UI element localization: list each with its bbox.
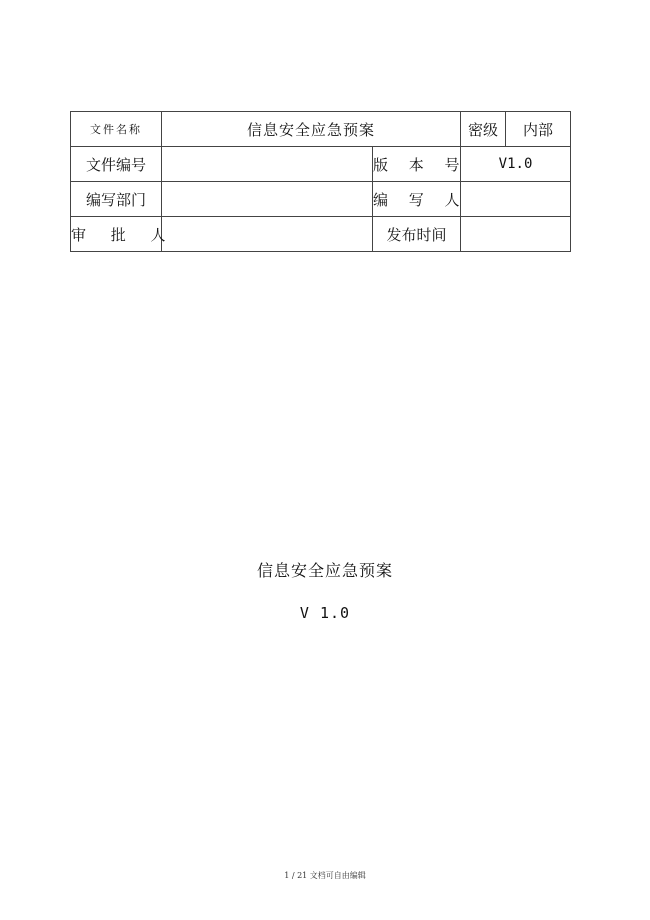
approver-label: 审 批 人	[71, 217, 162, 252]
author-value	[461, 182, 571, 217]
file-name-label: 文件名称	[71, 112, 162, 147]
release-time-label: 发布时间	[373, 217, 461, 252]
department-label: 编写部门	[71, 182, 162, 217]
department-value	[162, 182, 373, 217]
info-row-approver	[71, 217, 571, 252]
cover-version: V 1.0	[299, 604, 351, 622]
info-row-file-number	[71, 147, 571, 182]
approver-value	[162, 217, 373, 252]
page-footer: 1 / 21 文档可自由编辑	[284, 871, 366, 880]
document-info-table	[70, 111, 571, 252]
classification-value: 内部	[506, 112, 571, 147]
info-row-department	[71, 182, 571, 217]
info-row-file-name	[71, 112, 571, 147]
file-number-value	[162, 147, 373, 182]
version-label: 版 本 号	[373, 147, 461, 182]
file-name-value: 信息安全应急预案	[162, 112, 461, 147]
cover-title: 信息安全应急预案	[256, 561, 393, 580]
release-time-value	[461, 217, 571, 252]
file-number-label: 文件编号	[71, 147, 162, 182]
classification-label: 密级	[461, 112, 506, 147]
author-label: 编 写 人	[373, 182, 461, 217]
version-value: V1.0	[461, 147, 571, 182]
